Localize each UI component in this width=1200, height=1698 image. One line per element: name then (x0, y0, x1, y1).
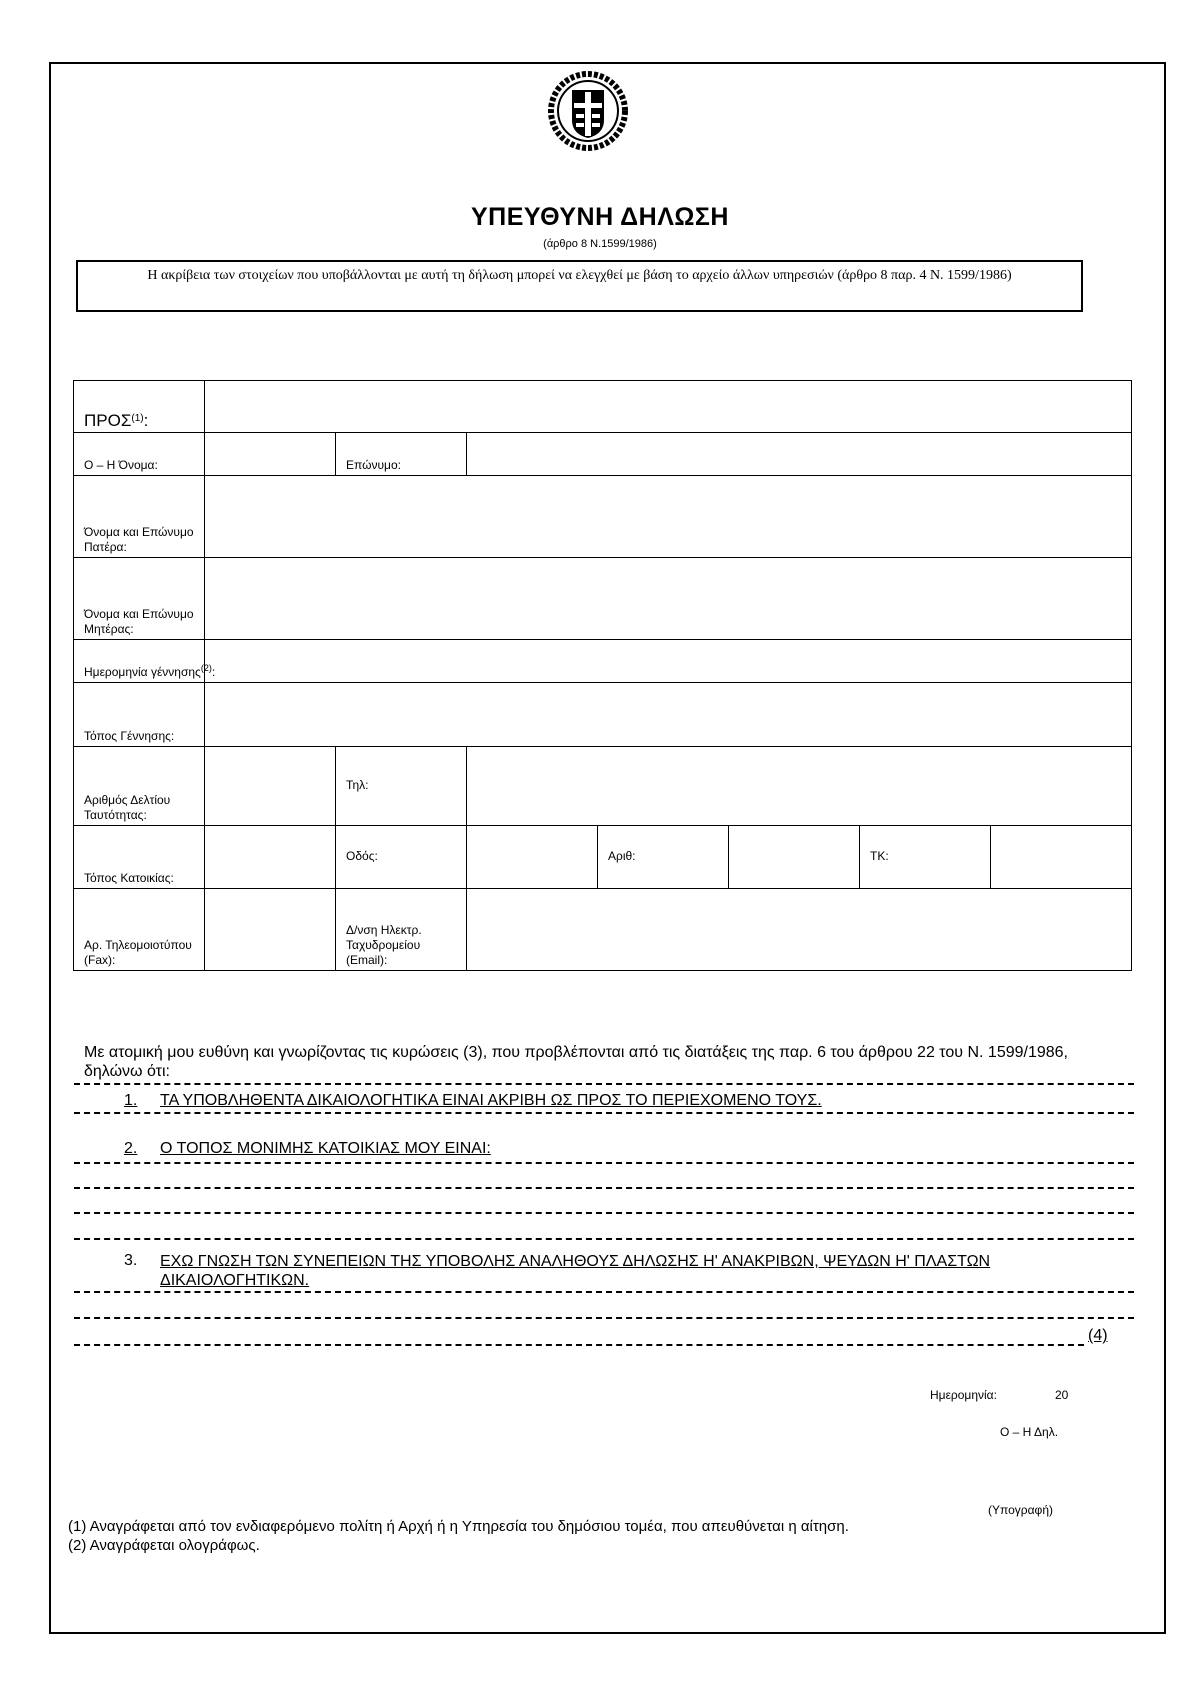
item-2-text[interactable]: Ο ΤΟΠΟΣ ΜΟΝΙΜΗΣ ΚΑΤΟΙΚΙΑΣ ΜΟΥ ΕΙΝΑΙ: (160, 1140, 491, 1157)
birth-date-label: Ημερομηνία γέννησης$^{(2)}$: (74, 640, 205, 683)
document-subtitle: (άρθρο 8 Ν.1599/1986) (543, 238, 657, 250)
residence-label: Τόπος Κατοικίας: (74, 826, 205, 889)
item-2-number: 2. (124, 1140, 138, 1157)
street-label: Οδός: (336, 826, 467, 889)
street-input[interactable] (467, 826, 598, 889)
birth-place-input[interactable] (205, 683, 1132, 747)
postcode-label: ΤΚ: (860, 826, 991, 889)
first-name-label: Ο – Η Όνομα: (74, 433, 205, 476)
to-input[interactable] (205, 381, 1132, 433)
street-number-input[interactable] (729, 826, 860, 889)
declarant-details-table (73, 380, 1132, 971)
dashed-line (74, 1238, 1134, 1240)
footnote-1: (1) Αναγράφεται από τον ενδιαφερόμενο πολίτη ή Αρχή ή η Υπηρεσία του δημόσιου τομέα, που απευθύνεται η αίτηση. (68, 1518, 849, 1535)
dashed-line (74, 1317, 1134, 1319)
item-3-text[interactable]: ΕΧΩ ΓΝΩΣΗ ΤΩΝ ΣΥΝΕΠΕΙΩΝ ΤΗΣ ΥΠΟΒΟΛΗΣ ΑΝΑΛΗΘΟΥΣ ΔΗΛΩΣΗΣ Η' ΑΝΑΚΡΙΒΩΝ, ΨΕΥΔΩΝ Η' ΠΛΑΣΤΩΝ ΔΙΚΑΙΟΛΟΓΗΤΙΚΩΝ. (160, 1253, 991, 1289)
surname-input[interactable] (467, 433, 1132, 476)
greek-coat-of-arms-emblem (547, 70, 629, 152)
declarant-label: Ο – Η Δηλ. (1000, 1425, 1059, 1439)
id-number-label: Αριθμός Δελτίου Ταυτότητας: (74, 747, 205, 826)
father-name-label: Όνομα και Επώνυμο Πατέρα: (74, 476, 205, 558)
date-year[interactable]: 20 (1055, 1388, 1069, 1402)
dashed-line (74, 1162, 1134, 1164)
father-name-input[interactable] (205, 476, 1132, 558)
residence-input[interactable] (205, 826, 336, 889)
mother-name-input[interactable] (205, 558, 1132, 640)
note-4: (4) (1088, 1327, 1108, 1344)
dashed-line (74, 1344, 1084, 1346)
email-input[interactable] (467, 889, 1132, 971)
email-label: Δ/νση Ηλεκτρ. Ταχυδρομείου (Εmail): (336, 889, 467, 971)
signature-label: (Υπογραφή) (988, 1503, 1053, 1517)
fax-input[interactable] (205, 889, 336, 971)
item-1-number: 1. (124, 1092, 138, 1109)
to-label-cell: ΠΡΟΣ$^{(1)}$: (74, 381, 205, 433)
dashed-line (74, 1083, 1134, 1085)
footnote-2: (2) Αναγράφεται ολογράφως. (68, 1537, 260, 1554)
birth-date-input[interactable] (205, 640, 1132, 683)
first-name-input[interactable] (205, 433, 336, 476)
item-3-number: 3. (124, 1252, 138, 1269)
statement-intro: Με ατομική μου ευθύνη και γνωρίζοντας τις κυρώσεις (3), που προβλέπονται από τις διατάξεις της παρ. 6 του άρθρου 22 του Ν. 1599/1986, δηλώνω ότι: (84, 1044, 1068, 1080)
surname-label: Επώνυμο: (336, 433, 467, 476)
dashed-line (74, 1112, 1134, 1114)
dashed-line (74, 1212, 1134, 1214)
date-label: Ημερομηνία: (930, 1388, 997, 1402)
item-1-text[interactable]: ΤΑ ΥΠΟΒΛΗΘΕΝΤΑ ΔΙΚΑΙΟΛΟΓΗΤΙΚΑ ΕΙΝΑΙ ΑΚΡΙΒΗ ΩΣ ΠΡΟΣ ΤΟ ΠΕΡΙΕΧΟΜΕΝΟ ΤΟΥΣ. (160, 1092, 822, 1109)
document-title: ΥΠΕΥΘΥΝΗ ΔΗΛΩΣΗ (471, 203, 729, 231)
street-number-label: Αριθ: (598, 826, 729, 889)
birth-place-label: Τόπος Γέννησης: (74, 683, 205, 747)
phone-input[interactable] (467, 747, 1132, 826)
dashed-line (74, 1187, 1134, 1189)
accuracy-notice: Η ακρίβεια των στοιχείων που υποβάλλονται με αυτή τη δήλωση μπορεί να ελεγχθεί με βάση το αρχείο άλλων υπηρεσιών (άρθρο 8 παρ. 4 Ν. 1599/1986) (76, 260, 1083, 312)
mother-name-label: Όνομα και Επώνυμο Μητέρας: (74, 558, 205, 640)
postcode-input[interactable] (991, 826, 1132, 889)
phone-label: Τηλ: (336, 747, 467, 826)
id-number-input[interactable] (205, 747, 336, 826)
fax-label: Αρ. Τηλεομοιοτύπου (Fax): (74, 889, 205, 971)
dashed-line (74, 1291, 1134, 1293)
